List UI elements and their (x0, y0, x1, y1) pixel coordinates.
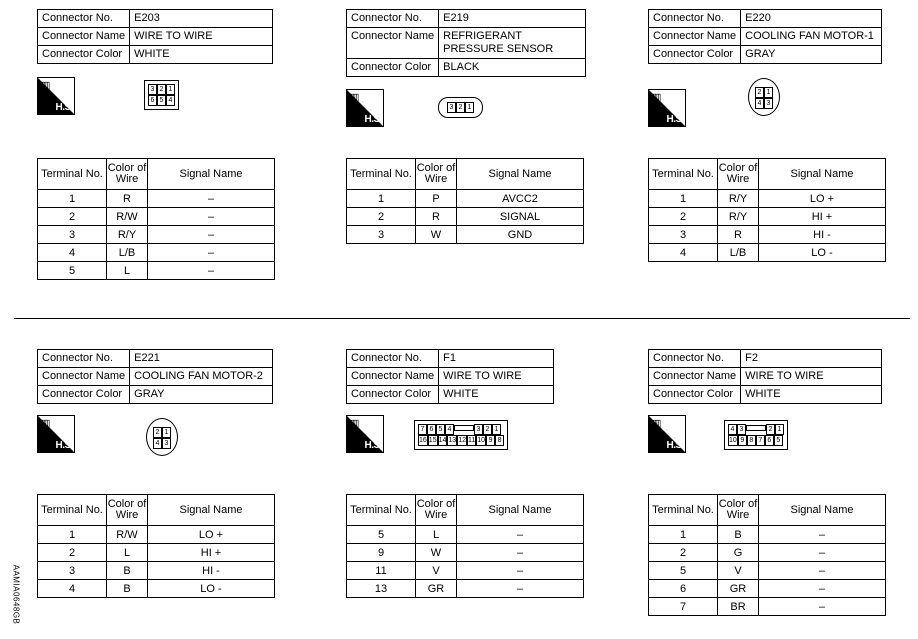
info-label: Connector Name (347, 368, 439, 386)
connector-info-table (37, 349, 273, 404)
terminal-no: 3 (38, 562, 107, 580)
terminal-no: 2 (38, 208, 107, 226)
terminal-table (648, 494, 886, 616)
pin-number: 5 (157, 95, 166, 106)
pin-number: 1 (166, 84, 175, 95)
pin-row (148, 84, 175, 95)
terminal-no: 1 (649, 190, 718, 208)
signal-name: LO + (148, 526, 275, 544)
harness-side-icon (346, 415, 384, 453)
harness-side-icon (346, 89, 384, 127)
wire-color: L (107, 262, 148, 280)
pin-row (148, 95, 175, 106)
signal-name: HI - (759, 226, 886, 244)
wire-color: R (718, 226, 759, 244)
signal-name: LO + (759, 190, 886, 208)
signal-name: – (759, 580, 886, 598)
connector-number: E203 (130, 10, 273, 28)
terminal-no: 2 (347, 208, 416, 226)
table-row (347, 580, 584, 598)
pin-number: 1 (764, 87, 773, 98)
signal-name: – (148, 244, 275, 262)
info-label: Connector No. (649, 10, 741, 28)
terminal-no: 3 (38, 226, 107, 244)
signal-name: HI + (148, 544, 275, 562)
signal-name: GND (457, 226, 584, 244)
hs-label: H.S. (55, 440, 73, 451)
pin-number: 2 (157, 84, 166, 95)
connector-info-table (346, 9, 586, 77)
latch-slot (454, 425, 474, 431)
signal-name-header: Signal Name (148, 495, 275, 526)
info-label: Connector Color (649, 386, 741, 404)
signal-name: – (759, 598, 886, 616)
wire-color: B (107, 580, 148, 598)
terminal-no-header: Terminal No. (649, 159, 718, 190)
pin-number: 4 (755, 98, 764, 109)
wire-color: L (416, 526, 457, 544)
table-row (38, 580, 275, 598)
info-label: Connector No. (347, 10, 439, 28)
pin-row (153, 438, 171, 449)
pin-number: 9 (738, 435, 747, 446)
pin-row (755, 87, 773, 98)
wire-color: R/Y (107, 226, 148, 244)
table-row (347, 208, 584, 226)
signal-name-header: Signal Name (759, 159, 886, 190)
pin-row (418, 424, 504, 435)
connector-face-diagram (748, 78, 780, 116)
table-row (649, 208, 886, 226)
connector-color: GRAY (130, 386, 273, 404)
pin-number: 5 (774, 435, 783, 446)
wire-color: R (416, 208, 457, 226)
connector-glyph-icon: ▥ (651, 92, 662, 104)
pin-row (447, 102, 474, 113)
terminal-no: 4 (649, 244, 718, 262)
terminal-no: 1 (38, 526, 107, 544)
hs-label: H.S. (364, 440, 382, 451)
wire-color: L (107, 544, 148, 562)
info-label: Connector No. (649, 350, 741, 368)
signal-name: – (759, 544, 886, 562)
terminal-no: 2 (38, 544, 107, 562)
connector-info-table (648, 9, 882, 64)
signal-name: – (148, 208, 275, 226)
terminal-no: 2 (649, 544, 718, 562)
connector-color: WHITE (741, 386, 882, 404)
terminal-no: 1 (649, 526, 718, 544)
signal-name: SIGNAL (457, 208, 584, 226)
info-label: Connector Name (38, 368, 130, 386)
connector-name: WIRE TO WIRE (130, 28, 273, 46)
signal-name: LO - (759, 244, 886, 262)
signal-name: HI + (759, 208, 886, 226)
wire-color-header: Color of Wire (107, 495, 148, 526)
pin-row (418, 435, 504, 446)
wire-color-header: Color of Wire (416, 159, 457, 190)
wire-color: V (416, 562, 457, 580)
connector-color: BLACK (439, 59, 586, 77)
connector-info-table (37, 9, 273, 64)
signal-name-header: Signal Name (457, 495, 584, 526)
info-label: Connector Color (38, 46, 130, 64)
info-label: Connector Name (649, 28, 741, 46)
signal-name: – (457, 544, 584, 562)
pin-number: 12 (458, 437, 466, 444)
info-label: Connector Color (38, 386, 130, 404)
connector-glyph-icon: ▥ (349, 92, 360, 104)
pin-number: 2 (755, 87, 764, 98)
table-row (649, 562, 886, 580)
connector-color: GRAY (741, 46, 882, 64)
wire-color: V (718, 562, 759, 580)
pin-number: 2 (766, 424, 775, 435)
harness-side-icon (648, 89, 686, 127)
table-row (347, 544, 584, 562)
table-row (347, 190, 584, 208)
signal-name-header: Signal Name (759, 495, 886, 526)
pin-number: 8 (747, 435, 756, 446)
connector-name: WIRE TO WIRE (439, 368, 554, 386)
pin-number: 6 (765, 435, 774, 446)
connector-info-table (648, 349, 882, 404)
terminal-table (346, 494, 584, 598)
connector-face-diagram (144, 80, 179, 110)
table-row (649, 526, 886, 544)
terminal-no-header: Terminal No. (38, 495, 107, 526)
info-label: Connector Color (649, 46, 741, 64)
wire-color: G (718, 544, 759, 562)
pin-number: 4 (728, 424, 737, 435)
terminal-no: 2 (649, 208, 718, 226)
pin-number: 10 (477, 437, 486, 444)
signal-name: – (759, 562, 886, 580)
table-row (649, 580, 886, 598)
connector-color: WHITE (130, 46, 273, 64)
info-label: Connector Name (38, 28, 130, 46)
pin-number: 1 (465, 102, 474, 113)
pin-number: 3 (148, 84, 157, 95)
hs-label: H.S. (666, 440, 684, 451)
table-row (649, 544, 886, 562)
pin-number: 14 (438, 437, 447, 444)
pin-number: 3 (737, 424, 746, 435)
pin-number: 1 (162, 427, 171, 438)
connector-glyph-icon: ▥ (651, 418, 662, 430)
pin-number: 4 (153, 438, 162, 449)
table-row (38, 208, 275, 226)
signal-name: HI - (148, 562, 275, 580)
pin-number: 1 (492, 424, 501, 435)
connector-info-table (346, 349, 554, 404)
table-row (649, 244, 886, 262)
terminal-no: 4 (38, 580, 107, 598)
table-row (347, 562, 584, 580)
terminal-no: 4 (38, 244, 107, 262)
connector-name: COOLING FAN MOTOR-1 (741, 28, 882, 46)
connector-number: F2 (741, 350, 882, 368)
pin-row (728, 424, 784, 435)
pin-number: 4 (166, 95, 175, 106)
table-row (38, 544, 275, 562)
terminal-no: 1 (38, 190, 107, 208)
connector-name: WIRE TO WIRE (741, 368, 882, 386)
terminal-no: 3 (649, 226, 718, 244)
terminal-table (648, 158, 886, 262)
pin-row (728, 435, 784, 446)
info-label: Connector Name (347, 28, 439, 59)
terminal-no: 5 (38, 262, 107, 280)
pin-number: 5 (436, 424, 445, 435)
terminal-no: 5 (649, 562, 718, 580)
table-row (649, 226, 886, 244)
wire-color: W (416, 544, 457, 562)
pin-number: 8 (495, 435, 504, 446)
wire-color: R/W (107, 208, 148, 226)
signal-name: – (457, 580, 584, 598)
pin-number: 3 (474, 424, 483, 435)
pin-row (755, 98, 773, 109)
signal-name: – (457, 562, 584, 580)
harness-side-icon (648, 415, 686, 453)
pin-number: 9 (486, 435, 495, 446)
pin-number: 6 (148, 95, 157, 106)
table-row (38, 262, 275, 280)
signal-name: – (148, 190, 275, 208)
signal-name-header: Signal Name (148, 159, 275, 190)
connector-number: F1 (439, 350, 554, 368)
pin-number: 3 (764, 98, 773, 109)
connector-face-diagram (414, 420, 508, 450)
signal-name: LO - (148, 580, 275, 598)
pin-number: 7 (418, 424, 427, 435)
terminal-no: 9 (347, 544, 416, 562)
connector-name: COOLING FAN MOTOR-2 (130, 368, 273, 386)
wire-color-header: Color of Wire (718, 495, 759, 526)
table-row (38, 226, 275, 244)
wire-color-header: Color of Wire (107, 159, 148, 190)
connector-color: WHITE (439, 386, 554, 404)
pin-number: 11 (467, 437, 476, 444)
terminal-no-header: Terminal No. (649, 495, 718, 526)
info-label: Connector Name (649, 368, 741, 386)
wire-color: B (107, 562, 148, 580)
wire-color-header: Color of Wire (718, 159, 759, 190)
pin-number: 2 (483, 424, 492, 435)
wire-color: R/W (107, 526, 148, 544)
connector-face-diagram (146, 418, 178, 456)
info-label: Connector Color (347, 59, 439, 77)
info-label: Connector No. (38, 350, 130, 368)
connector-number: E219 (439, 10, 586, 28)
info-label: Connector Color (347, 386, 439, 404)
info-label: Connector No. (38, 10, 130, 28)
connector-number: E220 (741, 10, 882, 28)
connector-glyph-icon: ▥ (40, 80, 51, 92)
info-label: Connector No. (347, 350, 439, 368)
harness-side-icon (37, 415, 75, 453)
connector-face-diagram (724, 420, 788, 450)
wire-color: R/Y (718, 208, 759, 226)
terminal-no: 11 (347, 562, 416, 580)
signal-name: AVCC2 (457, 190, 584, 208)
figure-code: AAMIA0648GB (11, 564, 21, 625)
wire-color: P (416, 190, 457, 208)
terminal-no: 1 (347, 190, 416, 208)
pin-row (153, 427, 171, 438)
terminal-no: 13 (347, 580, 416, 598)
terminal-no-header: Terminal No. (347, 159, 416, 190)
pin-number: 4 (445, 424, 454, 435)
signal-name: – (148, 262, 275, 280)
wire-color: R/Y (718, 190, 759, 208)
connector-glyph-icon: ▥ (349, 418, 360, 430)
terminal-no: 7 (649, 598, 718, 616)
table-row (38, 526, 275, 544)
terminal-table (346, 158, 584, 244)
table-row (347, 226, 584, 244)
table-row (38, 190, 275, 208)
pin-number: 1 (775, 424, 784, 435)
terminal-table (37, 158, 275, 280)
table-row (649, 190, 886, 208)
section-divider (14, 318, 910, 319)
pin-number: 2 (456, 102, 465, 113)
pin-number: 7 (756, 435, 765, 446)
terminal-no: 6 (649, 580, 718, 598)
wire-color: BR (718, 598, 759, 616)
wire-color-header: Color of Wire (416, 495, 457, 526)
wire-color: W (416, 226, 457, 244)
wire-color: L/B (718, 244, 759, 262)
table-row (347, 526, 584, 544)
terminal-no: 5 (347, 526, 416, 544)
table-row (649, 598, 886, 616)
latch-slot (746, 425, 766, 431)
table-row (38, 244, 275, 262)
wire-color: B (718, 526, 759, 544)
pin-number: 16 (419, 437, 427, 444)
wire-color: R (107, 190, 148, 208)
terminal-table (37, 494, 275, 598)
hs-label: H.S. (55, 102, 73, 113)
pin-number: 6 (427, 424, 436, 435)
terminal-no-header: Terminal No. (38, 159, 107, 190)
pin-number: 13 (448, 437, 457, 444)
pin-number: 3 (447, 102, 456, 113)
wire-color: GR (718, 580, 759, 598)
table-row (38, 562, 275, 580)
signal-name-header: Signal Name (457, 159, 584, 190)
wire-color: L/B (107, 244, 148, 262)
signal-name: – (759, 526, 886, 544)
pin-number: 3 (162, 438, 171, 449)
terminal-no-header: Terminal No. (347, 495, 416, 526)
hs-label: H.S. (364, 114, 382, 125)
wire-color: GR (416, 580, 457, 598)
connector-glyph-icon: ▥ (40, 418, 51, 430)
signal-name: – (148, 226, 275, 244)
hs-label: H.S. (666, 114, 684, 125)
connector-name: REFRIGERANT PRESSURE SENSOR (439, 28, 586, 59)
terminal-no: 3 (347, 226, 416, 244)
pin-number: 2 (153, 427, 162, 438)
harness-side-icon (37, 77, 75, 115)
pin-number: 15 (428, 437, 437, 444)
connector-face-diagram (438, 97, 483, 118)
connector-number: E221 (130, 350, 273, 368)
pin-number: 10 (729, 437, 737, 444)
signal-name: – (457, 526, 584, 544)
